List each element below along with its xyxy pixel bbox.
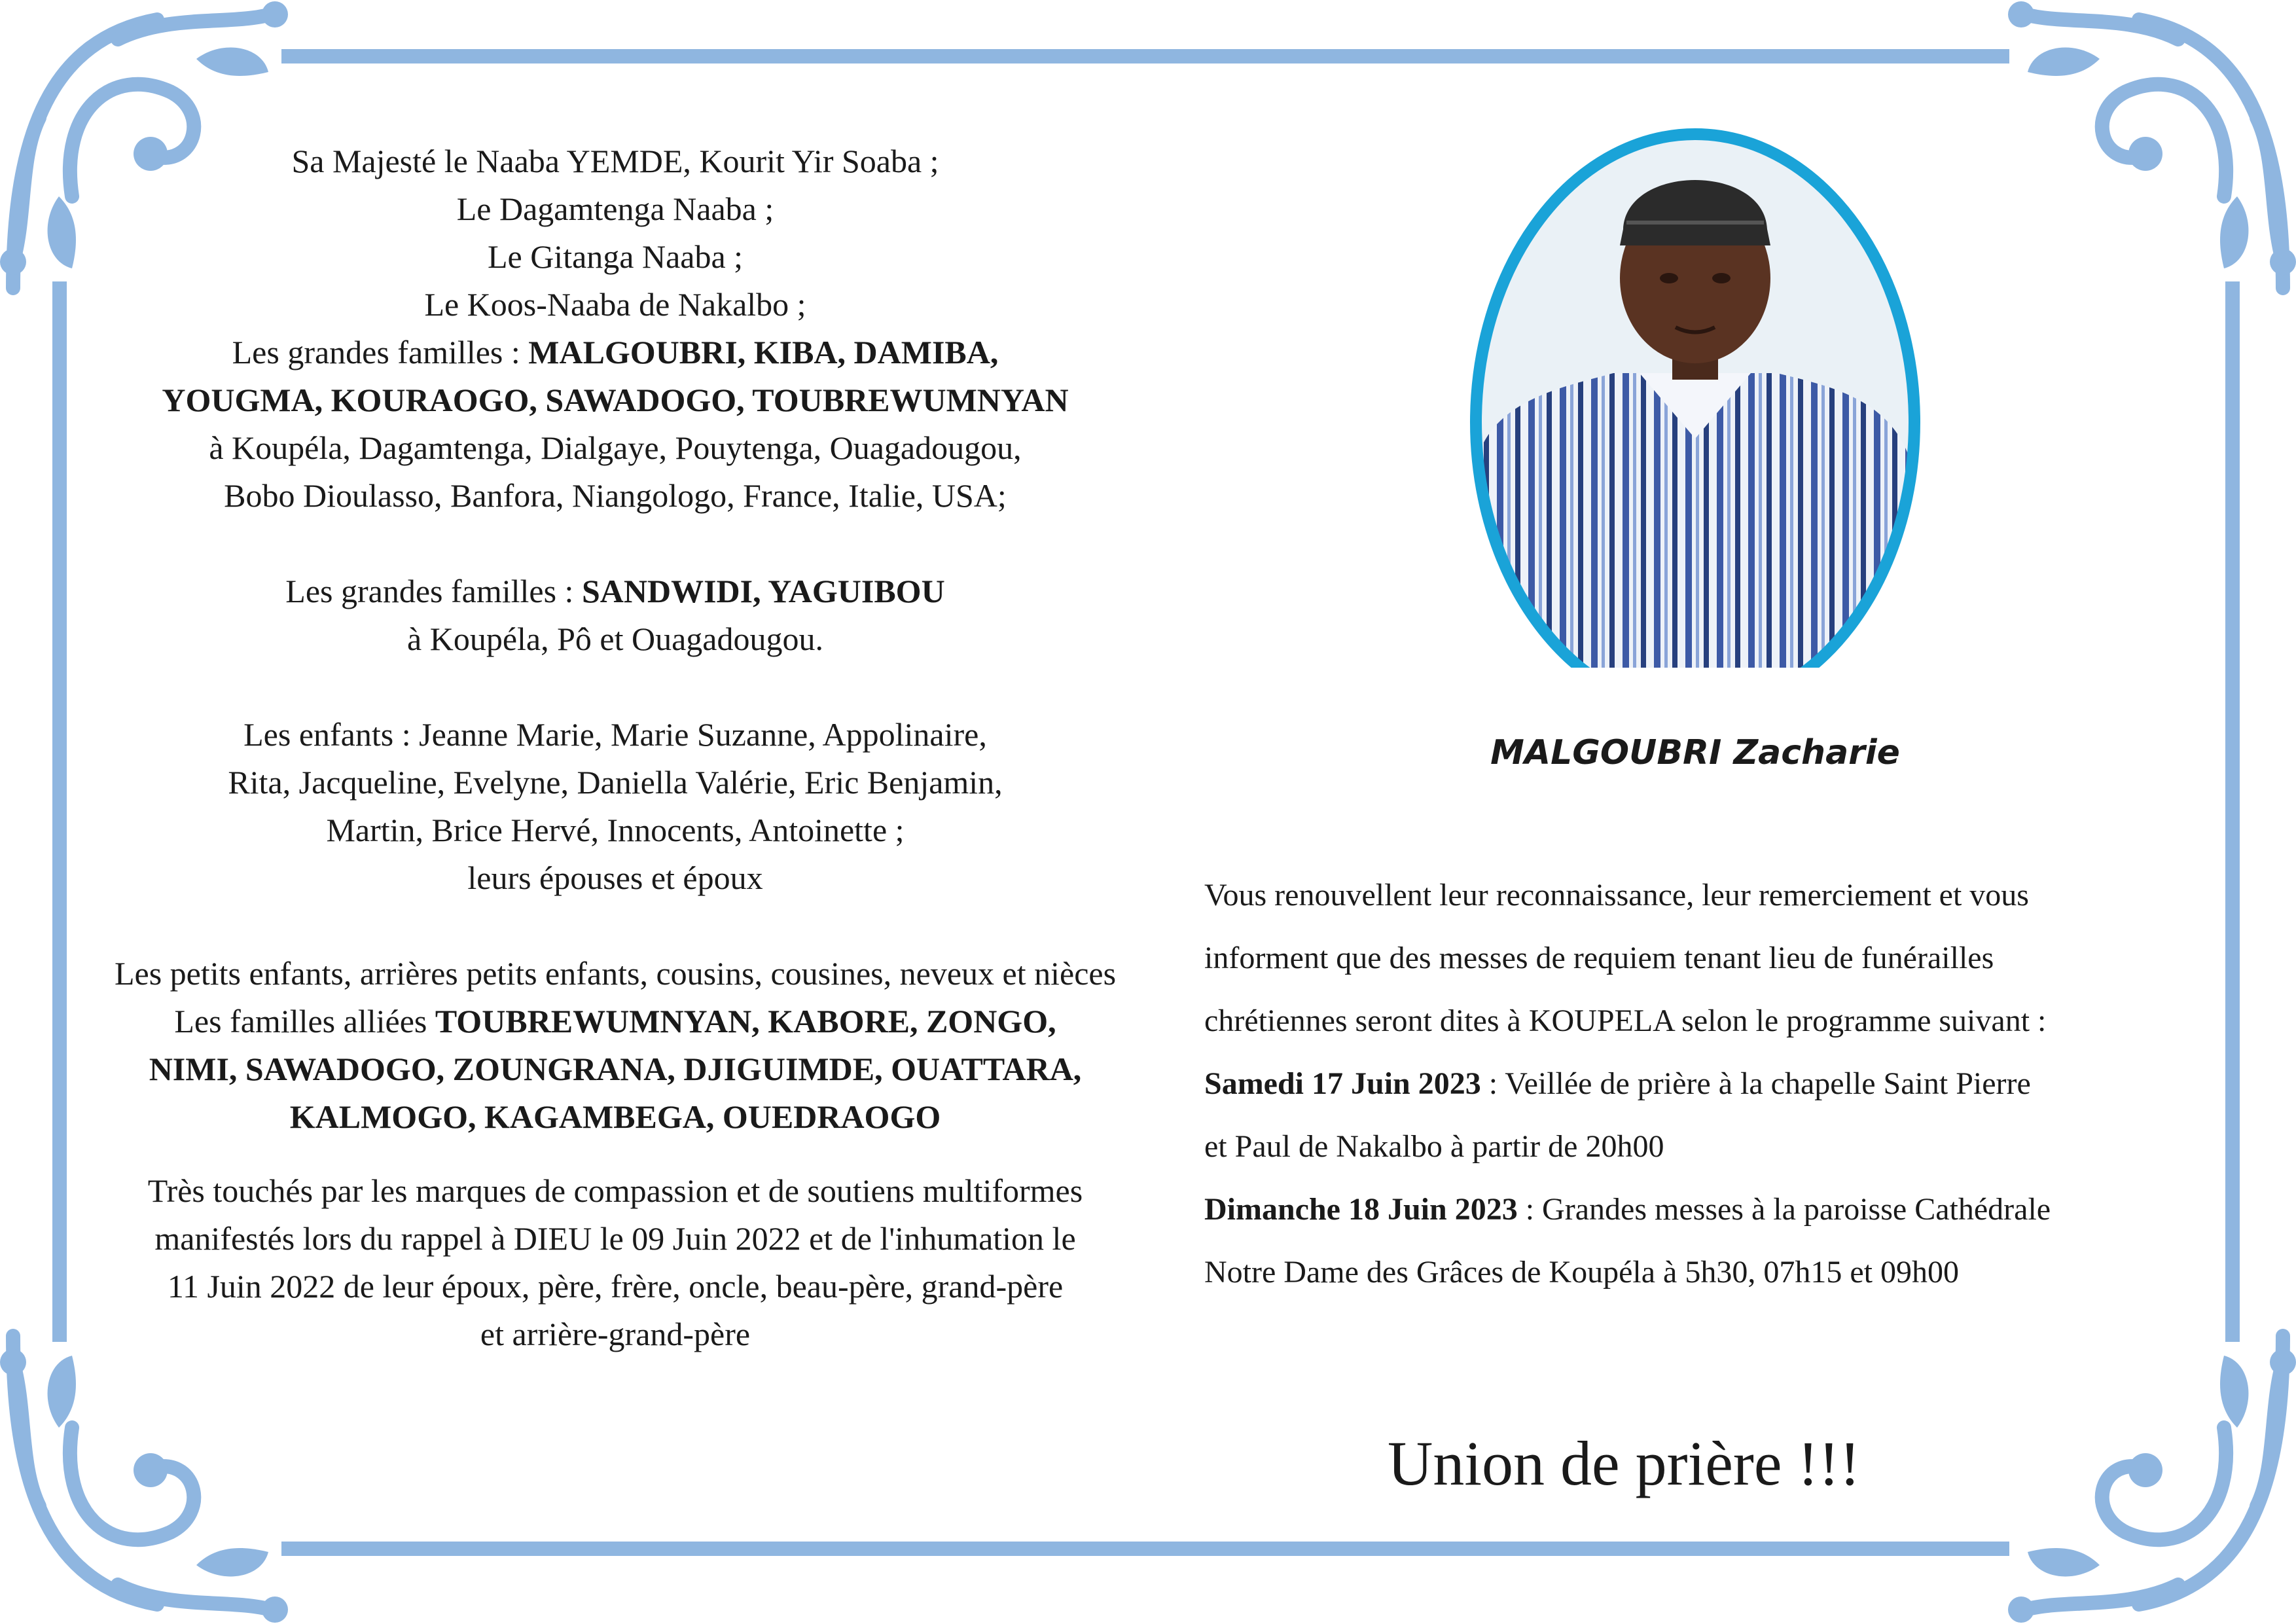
announcement-left-column bbox=[72, 137, 1158, 1358]
frame-top-line bbox=[281, 49, 2009, 63]
families-places: Bobo Dioulasso, Banfora, Niangologo, France, Italie, USA; bbox=[224, 477, 1007, 514]
allied-prefix: Les familles alliées bbox=[174, 1003, 435, 1039]
announcement-right-column bbox=[1204, 864, 2160, 1304]
event-line: Notre Dame des Grâces de Koupéla à 5h30, 07h15 et 09h00 bbox=[1204, 1255, 1959, 1290]
families-line bbox=[72, 329, 1158, 376]
honor-line: Le Dagamtenga Naaba ; bbox=[456, 190, 774, 227]
allied-names: NIMI, SAWADOGO, ZOUNGRANA, DJIGUIMDE, OUATTARA, bbox=[149, 1051, 1082, 1087]
families-places: à Koupéla, Pô et Ouagadougou. bbox=[407, 621, 823, 657]
families-line bbox=[72, 568, 1158, 615]
children-line: Les enfants : Jeanne Marie, Marie Suzanne, Appolinaire, bbox=[243, 716, 987, 753]
thanks-line: Très touchés par les marques de compassion et de soutiens multiformes bbox=[147, 1172, 1083, 1209]
honor-line: Le Gitanga Naaba ; bbox=[487, 238, 744, 275]
closing-message: Union de prière !!! bbox=[1388, 1428, 1861, 1498]
event-date: Samedi 17 Juin 2023 bbox=[1204, 1066, 1481, 1101]
families-names: YOUGMA, KOURAOGO, SAWADOGO, TOUBREWUMNYAN bbox=[162, 382, 1069, 418]
corner-ornament-bottom-right bbox=[1995, 1323, 2296, 1624]
families-names: MALGOUBRI, KIBA, DAMIBA, bbox=[528, 334, 999, 370]
children-line: Martin, Brice Hervé, Innocents, Antoinette ; bbox=[326, 812, 905, 848]
honor-line: Le Koos-Naaba de Nakalbo ; bbox=[424, 286, 806, 323]
children-line: Rita, Jacqueline, Evelyne, Daniella Valérie, Eric Benjamin, bbox=[228, 764, 1003, 801]
frame-bottom-line bbox=[281, 1542, 2009, 1556]
intro-line: Vous renouvellent leur reconnaissance, leur remerciement et vous bbox=[1204, 878, 2029, 912]
event-date: Dimanche 18 Juin 2023 bbox=[1204, 1192, 1518, 1227]
event-line bbox=[1204, 1178, 2160, 1241]
event-line bbox=[1204, 1053, 2160, 1115]
allied-names: KALMOGO, KAGAMBEGA, OUEDRAOGO bbox=[289, 1098, 941, 1135]
deceased-name: MALGOUBRI Zacharie bbox=[1490, 733, 1900, 772]
children-line: leurs épouses et époux bbox=[467, 859, 763, 896]
thanks-line: manifestés lors du rappel à DIEU le 09 Juin 2022 et de l'inhumation le bbox=[154, 1220, 1076, 1257]
grandchildren-line: Les petits enfants, arrières petits enfants, cousins, cousines, neveux et nièces bbox=[114, 955, 1117, 992]
allied-families-line bbox=[72, 998, 1158, 1045]
frame-right-line bbox=[2225, 281, 2240, 1342]
families-prefix: Les grandes familles : bbox=[232, 334, 529, 370]
honor-line: Sa Majesté le Naaba YEMDE, Kourit Yir Soaba ; bbox=[291, 143, 939, 179]
event-line: et Paul de Nakalbo à partir de 20h00 bbox=[1204, 1129, 1664, 1164]
deceased-portrait bbox=[1463, 124, 1928, 727]
thanks-line: et arrière-grand-père bbox=[480, 1316, 751, 1352]
event-text: : Grandes messes à la paroisse Cathédrale bbox=[1517, 1192, 2051, 1227]
thanks-line: 11 Juin 2022 de leur époux, père, frère, oncle, beau-père, grand-père bbox=[167, 1268, 1064, 1305]
frame-left-line bbox=[52, 281, 67, 1342]
families-prefix: Les grandes familles : bbox=[285, 573, 582, 609]
event-text: : Veillée de prière à la chapelle Saint Pierre bbox=[1480, 1066, 2031, 1101]
corner-ornament-bottom-left bbox=[0, 1323, 301, 1624]
families-names: SANDWIDI, YAGUIBOU bbox=[581, 573, 945, 609]
intro-line: informent que des messes de requiem tenant lieu de funérailles bbox=[1204, 941, 1994, 975]
families-places: à Koupéla, Dagamtenga, Dialgaye, Pouytenga, Ouagadougou, bbox=[209, 429, 1022, 466]
corner-ornament-top-right bbox=[1995, 0, 2296, 301]
intro-line: chrétiennes seront dites à KOUPELA selon le programme suivant : bbox=[1204, 1003, 2047, 1038]
allied-names: TOUBREWUMNYAN, KABORE, ZONGO, bbox=[435, 1003, 1056, 1039]
